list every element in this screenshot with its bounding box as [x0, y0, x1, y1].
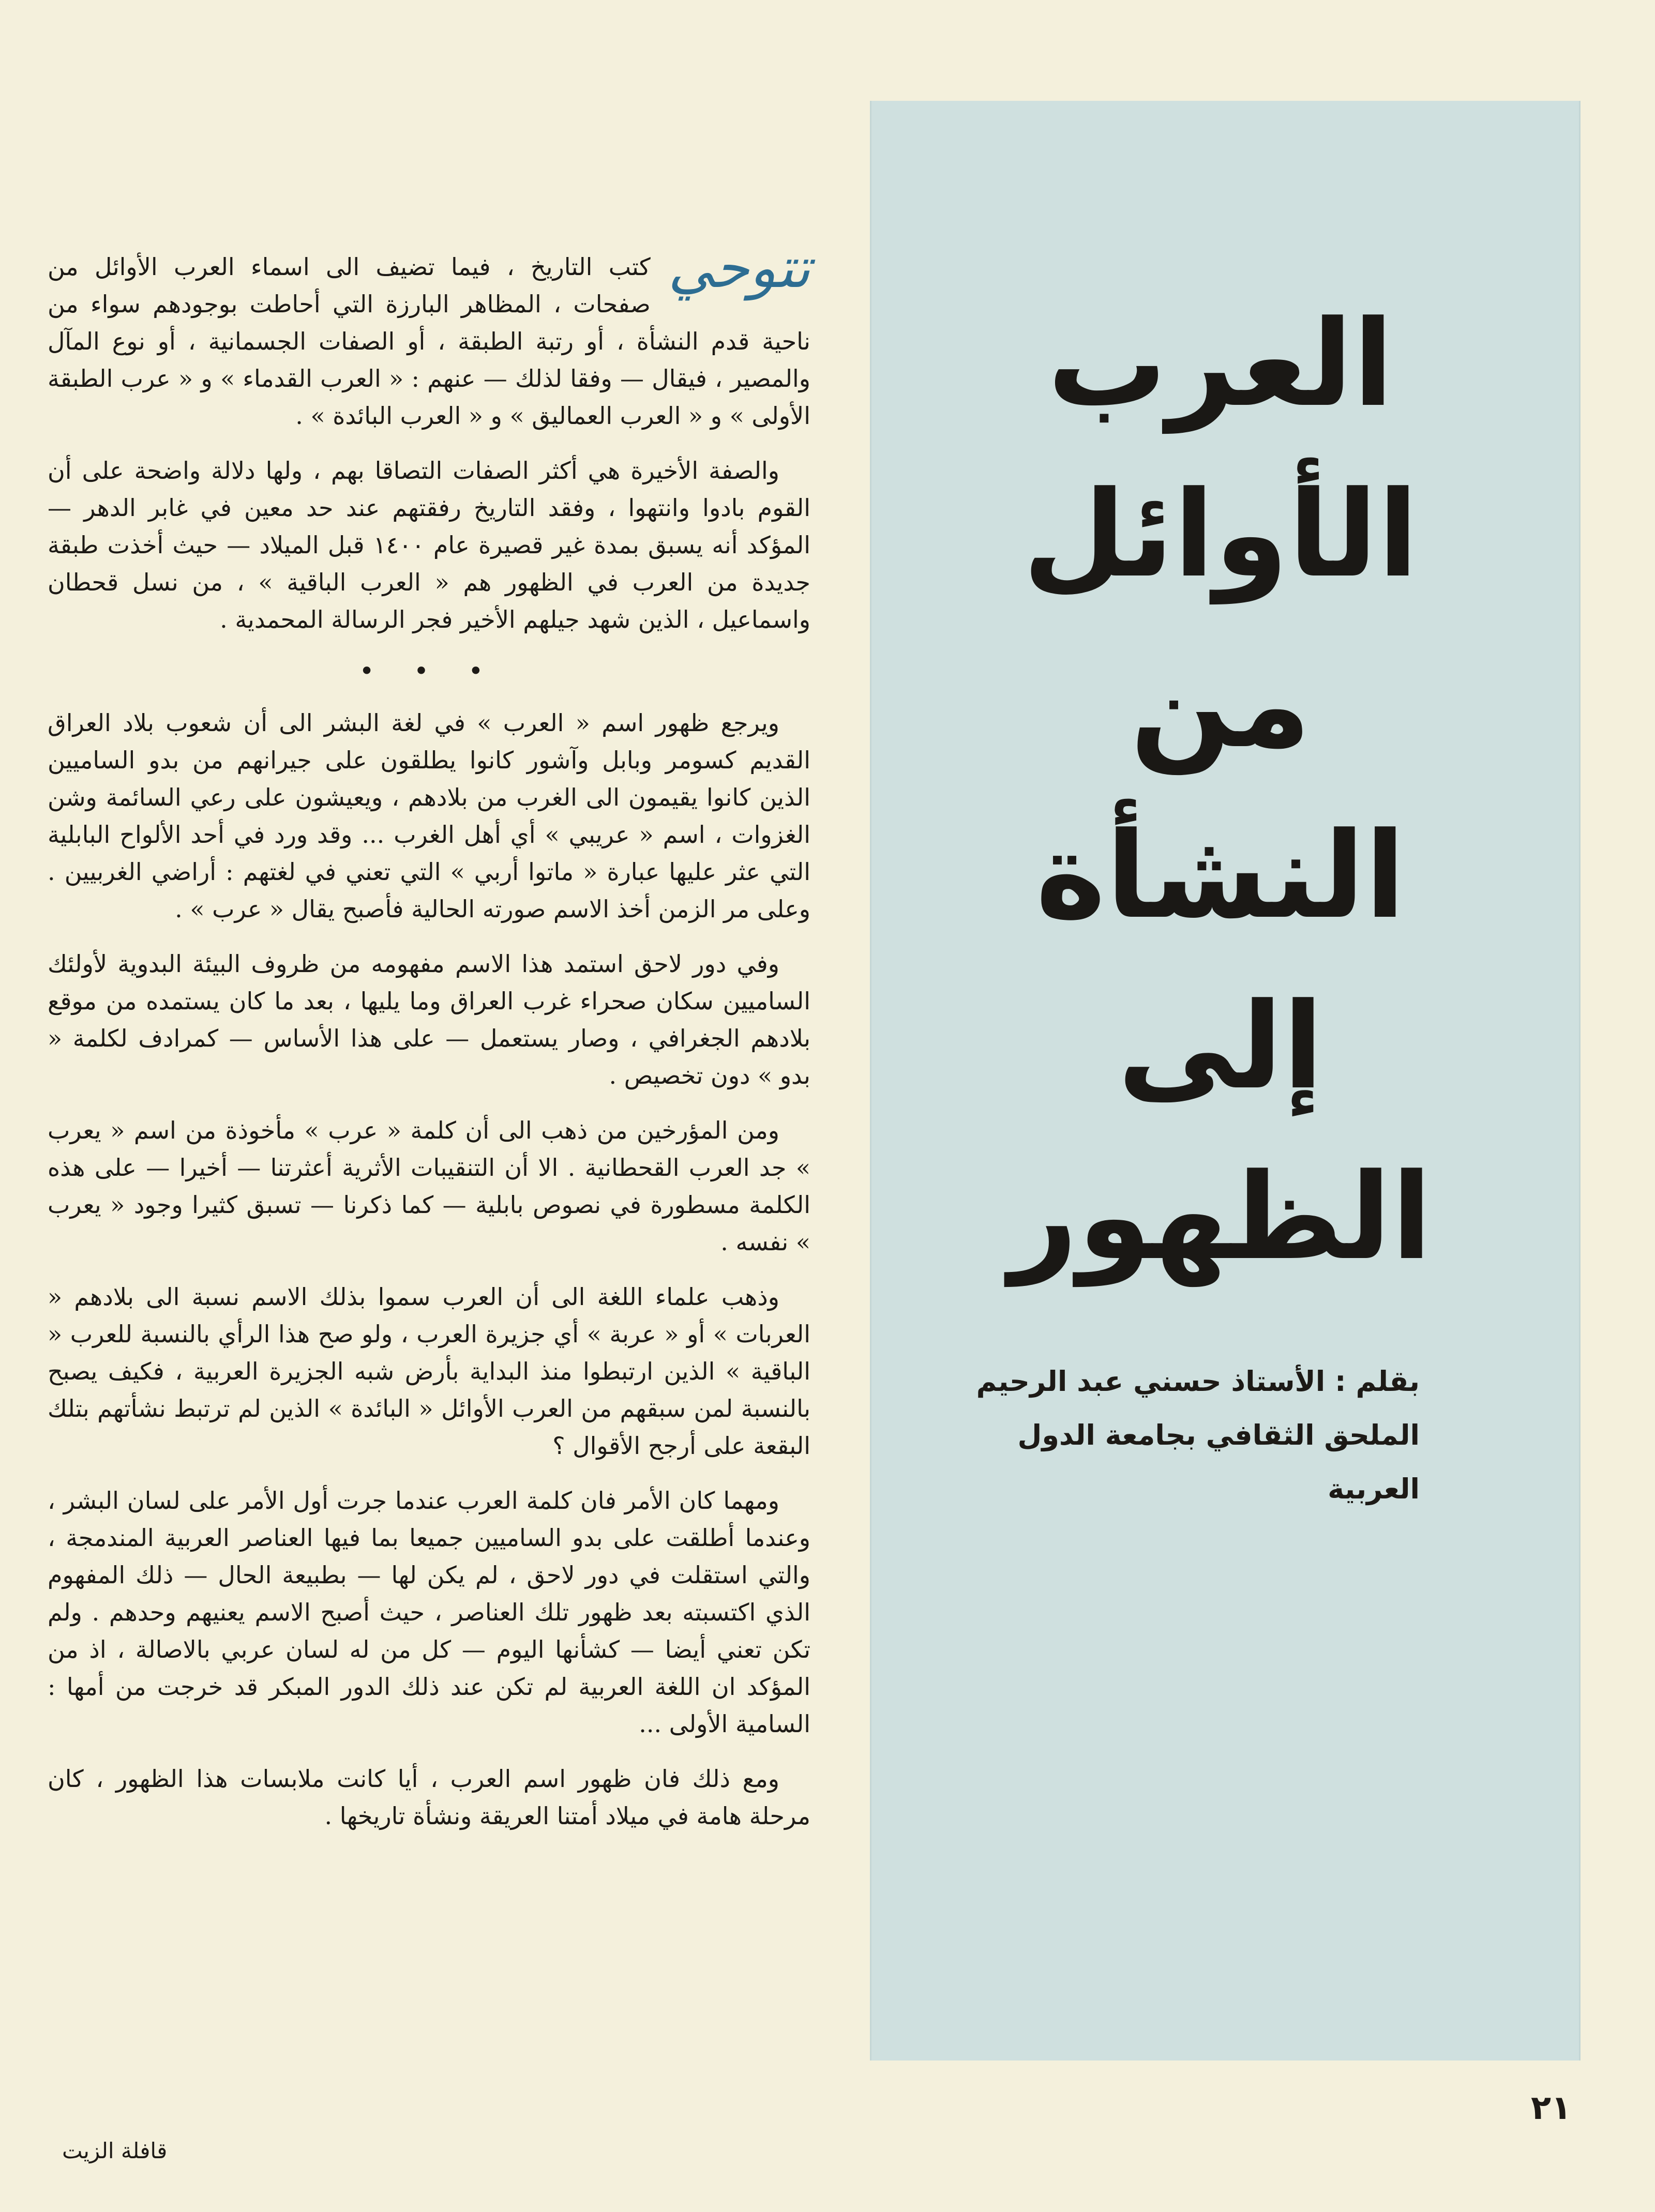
- section-separator: • • •: [359, 656, 499, 686]
- article-paragraph: ومع ذلك فان ظهور اسم العرب ، أيا كانت ملابسات هذا الظهور ، كان مرحلة هامة في ميلاد أمتنا العريقة ونشأة تاريخها .: [48, 1765, 810, 1830]
- article-paragraph: وذهب علماء اللغة الى أن العرب سموا بذلك الاسم نسبة الى بلادهم « العربات » أو « عربة » أي جزيرة العرب ، ولو صح هذا الرأي بالنسبة للعرب « الباقية » الذين ارتبطوا منذ البداية بأرض شبه الجزيرة العربية ، فكيف يصبح بالنسبة لمن سبقهم من العرب الأوائل « البائدة » الذين لم ترتبط نشأتهم بتلك البقعة على أرجح الأقوال ؟: [48, 1283, 810, 1460]
- paragraph-text: كتب التاريخ ، فيما تضيف الى اسماء العرب الأوائل من صفحات ، المظاهر البارزة التي أحاطت بوجودهم سواء من ناحية قدم النشأة ، أو رتبة الطبقة ، أو الصفات الجسمانية ، أو نوع المآل والمصير ، فيقال — وفقا لذلك — عنهم : « العرب القدماء » و « عرب الطبقة الأولى » و « العرب العماليق » و « العرب البائدة » .: [48, 253, 810, 430]
- magazine-name: قافلة الزيت: [62, 2138, 168, 2163]
- dropcap: تتوحي: [668, 236, 810, 300]
- article-paragraph: ومن المؤرخين من ذهب الى أن كلمة « عرب » مأخوذة من اسم « يعرب » جد العرب القحطانية . الا أن التنقيبات الأثرية أعثرتنا — أخيرا — على هذه الكلمة مسطورة في نصوص بابلية — كما ذكرنا — تسبق كثيرا وجود « يعرب » نفسه .: [48, 1116, 810, 1256]
- article-paragraph: ويرجع ظهور اسم « العرب » في لغة البشر الى أن شعوب بلاد العراق القديم كسومر وبابل وآشور كانوا يطلقون على جيرانهم من بدو الساميين الذين كانوا يقيمون الى الغرب من بلادهم ، ويعيشون على رعي السائمة وشن الغزوات ، اسم « عريبي » أي أهل الغرب ... وقد ورد في أحد الألواح البابلية التي عثر عليها عبارة « ماتوا أربي » التي تعني في لغتهم : أراضي الغربيين . وعلى مر الزمن أخذ الاسم صورته الحالية فأصبح يقال « عرب » .: [48, 709, 810, 923]
- byline: [954, 1355, 1420, 1516]
- article-paragraph: وفي دور لاحق استمد هذا الاسم مفهومه من ظروف البيئة البدوية لأولئك الساميين سكان صحراء غرب العراق وما يليها ، بعد ما كان يستمده من موقع بلادهم الجغرافي ، وصار يستعمل — على هذا الأساس — كمرادف لكلمة « بدو » دون تخصيص .: [48, 950, 810, 1089]
- article-body: [48, 236, 810, 1852]
- title-line: من النشأة: [1035, 637, 1406, 945]
- title-line: إلى الظهور: [1009, 978, 1432, 1286]
- article-paragraph: والصفة الأخيرة هي أكثر الصفات التصاقا بهم ، ولها دلالة واضحة على أن القوم بادوا وانتهوا ، وفقد التاريخ رفقتهم عند حد معين في غابر الدهر — المؤكد أنه يسبق بمدة غير قصيرة عام ١٤٠٠ قبل الميلاد — حيث أخذت طبقة جديدة من العرب في الظهور هم « العرب الباقية » ، من نسل قحطان واسماعيل ، الذين شهد جيلهم الأخير فجر الرسالة المحمدية .: [48, 457, 810, 633]
- title-line: العرب: [1047, 295, 1394, 433]
- title-line: الأوائل: [1022, 466, 1419, 604]
- author-name: بقلم : الأستاذ حسني عبد الرحيم: [976, 1365, 1420, 1398]
- page-number: ٢١: [1531, 2089, 1572, 2127]
- article-paragraph: ومهما كان الأمر فان كلمة العرب عندما جرت أول الأمر على لسان البشر ، وعندما أطلقت على بدو الساميين جميعا بما فيها العناصر العربية المندمجة ، والتي استقلت في دور لاحق ، لم يكن لها — بطبيعة الحال — ذلك المفهوم الذي اكتسبته بعد ظهور تلك العناصر ، حيث أصبح الاسم يعنيهم وحدهم . ولم تكن تعني أيضا — كشأنها اليوم — كل من له لسان عربي بالاصالة ، اذ من المؤكد ان اللغة العربية لم تكن عند ذلك الدور المبكر قد خرجت من أمها : السامية الأولى ...: [48, 1487, 810, 1738]
- article-title: [926, 279, 1515, 1303]
- article-paragraph: [48, 236, 810, 434]
- author-position: الملحق الثقافي بجامعة الدول العربية: [1017, 1419, 1420, 1505]
